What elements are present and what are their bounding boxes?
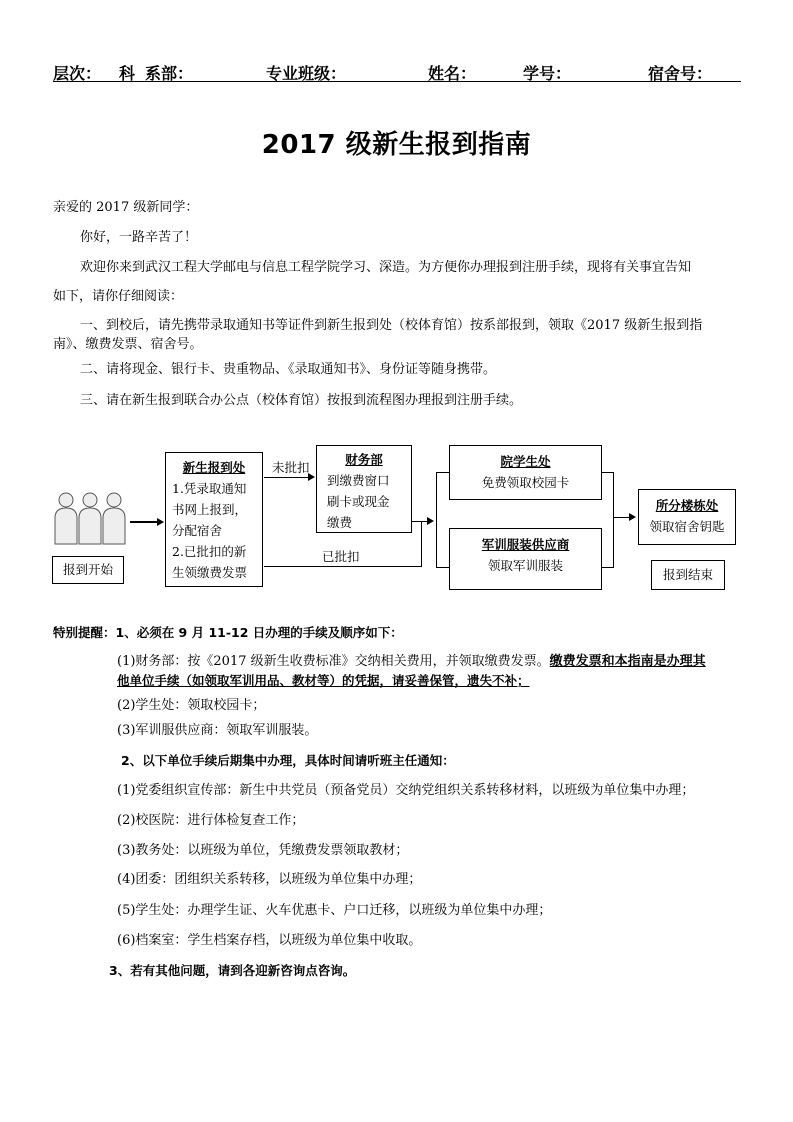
department-label: 系部： xyxy=(145,64,194,83)
finance-box xyxy=(316,445,412,533)
reminder-item-1-bold: 缴费发票和本指南是办理其 xyxy=(549,654,706,669)
end-label: 报到结束 xyxy=(662,567,713,582)
arrow-head xyxy=(157,518,164,526)
people-icon xyxy=(52,488,128,546)
arrow-line xyxy=(264,477,309,478)
student-affairs-line: 免费领取校园卡 xyxy=(481,475,570,490)
registration-line-4: 2.已批扣的新 xyxy=(172,544,247,559)
name-label: 姓名： xyxy=(428,64,477,83)
later-item-6: (6)档案室：学生档案存档，以班级为单位集中收取。 xyxy=(117,933,422,948)
later-heading: 2、以下单位手续后期集中办理，具体时间请听班主任通知： xyxy=(121,753,455,768)
finance-line-2: 刷卡或现金 xyxy=(327,494,390,509)
finance-title: 财务部 xyxy=(345,452,383,467)
later-item-5: (5)学生处：办理学生证、火车优惠卡、户口迁移，以班级为单位集中办理； xyxy=(117,903,552,918)
greeting: 亲爱的 2017 级新同学： xyxy=(53,200,199,215)
registration-box xyxy=(165,452,263,587)
arrow-line xyxy=(436,567,449,568)
reminder-item-1-cont: 他单位手续（如领取军训用品、教材等）的凭据，请妥善保管，遗失不补； xyxy=(117,673,530,688)
dorm-label: 宿舍号： xyxy=(648,64,713,83)
reminder-item-2: (2)学生处：领取校园卡； xyxy=(117,698,266,713)
page-title: 2017 级新生报到指南 xyxy=(261,130,532,160)
arrow-head xyxy=(308,473,315,481)
building-line: 领取宿舍钥匙 xyxy=(649,519,725,534)
item2-text: 二、请将现金、银行卡、贵重物品、《录取通知书》、身份证等随身携带。 xyxy=(80,362,497,377)
later-item-3: (3)教务处：以班级为单位，凭缴费发票领取教材； xyxy=(117,843,409,858)
level-label: 层次： xyxy=(53,64,102,83)
hello-text: 你好，一路辛苦了！ xyxy=(80,230,198,245)
student-affairs-title: 院学生处 xyxy=(500,454,551,469)
start-box xyxy=(52,556,124,584)
arrow-line xyxy=(412,521,428,522)
reminder-heading: 特别提醒：1、必须在 9 月 11-12 日办理的手续及顺序如下： xyxy=(53,625,403,640)
military-uniform-title: 军训服装供应商 xyxy=(481,537,570,552)
later-item-4: (4)团委：团组织关系转移，以班级为单位集中办理； xyxy=(117,872,422,887)
reminder-item-1 xyxy=(117,652,706,672)
arrow-head xyxy=(427,517,434,525)
registration-line-5: 生领缴费发票 xyxy=(172,565,248,580)
reminder-item-1-text: (1)财务部：按《2017 级新生收费标准》交纳相关费用，并领取缴费发票。 xyxy=(117,654,550,669)
student-affairs-box xyxy=(449,445,602,500)
building-box xyxy=(638,489,736,545)
end-box xyxy=(651,560,725,590)
other-questions: 3、若有其他问题，请到各迎新咨询点咨询。 xyxy=(109,963,356,978)
finance-line-1: 到缴费窗口 xyxy=(327,473,390,488)
later-item-1: (1)党委组织宣传部：新生中共党员（预备党员）交纳党组织关系转移材料，以班级为单位集中办理； xyxy=(117,783,695,798)
reminder-item-3: (3)军训服供应商：领取军训服装。 xyxy=(117,723,318,738)
registration-line-1: 1.凭录取通知 xyxy=(172,481,247,496)
student-id-label: 学号： xyxy=(523,64,572,83)
arrow-line xyxy=(436,472,437,568)
welcome-line-2: 如下，请你仔细阅读： xyxy=(53,289,184,304)
student-info-header xyxy=(53,60,741,82)
deducted-label: 已批扣 xyxy=(322,549,360,564)
building-title: 所分楼栋处 xyxy=(655,498,719,513)
arrow-line xyxy=(613,517,630,518)
item1-line-1: 一、到校后，请先携带录取通知书等证件到新生报到处（校体育馆）按系部报到，领取《2017 级新生报到指 xyxy=(80,318,703,333)
not-deducted-label: 未批扣 xyxy=(272,460,310,475)
finance-line-3: 缴费 xyxy=(327,515,353,530)
registration-title: 新生报到处 xyxy=(182,460,246,475)
arrow-line xyxy=(613,472,614,568)
major-class-label: 专业班级： xyxy=(266,64,347,83)
arrow-line xyxy=(130,521,158,523)
later-item-2: (2)校医院：进行体检复查工作； xyxy=(117,813,305,828)
arrow-line xyxy=(264,566,422,567)
registration-line-2: 书网上报到， xyxy=(172,502,248,517)
registration-line-3: 分配宿舍 xyxy=(172,523,223,538)
start-label: 报到开始 xyxy=(62,562,113,577)
ke-label: 科 xyxy=(119,64,136,83)
item3-text: 三、请在新生报到联合办公点（校体育馆）按报到流程图办理报到注册手续。 xyxy=(80,393,523,408)
welcome-line-1: 欢迎你来到武汉工程大学邮电与信息工程学院学习、深造。为方便你办理报到注册手续，现将有关事宜告知 xyxy=(80,260,692,275)
item1-line-2: 南》、缴费发票、宿舍号。 xyxy=(53,337,203,352)
military-uniform-line: 领取军训服装 xyxy=(487,558,563,573)
military-uniform-box xyxy=(449,528,602,590)
arrow-line xyxy=(421,521,422,567)
arrow-line xyxy=(436,472,449,473)
arrow-head xyxy=(629,513,636,521)
